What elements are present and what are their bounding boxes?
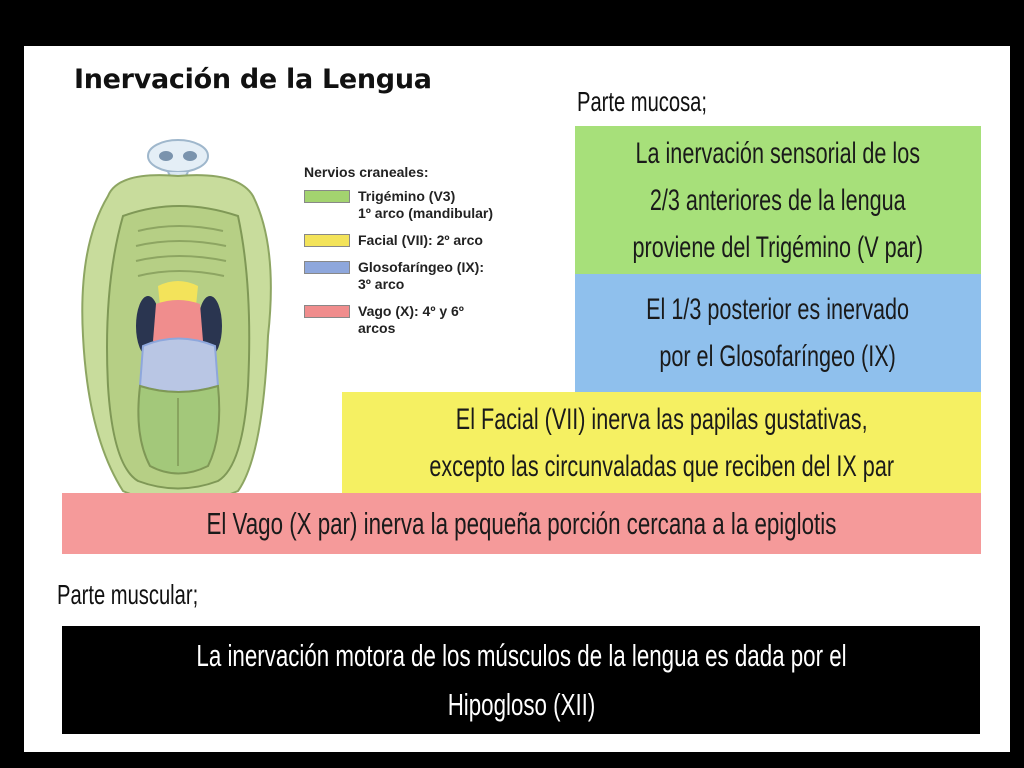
legend-title: Nervios craneales: [304,164,429,180]
facial-line-2: excepto las circunvaladas que reciben del IX par [429,449,894,483]
trigemino-line-2: 2/3 anteriores de la lengua [650,183,906,217]
trigemino-line-1: La inervación sensorial de los [635,136,921,170]
legend-item-trigemino [304,188,493,222]
facial-box [342,392,981,493]
legend-label: Facial (VII): 2º arco [358,232,483,248]
legend-label: Vago (X): 4º y 6º arcos [358,303,464,336]
legend-item-facial [304,232,493,249]
legend [304,164,493,347]
legend-label: Glosofaríngeo (IX): 3º arco [358,259,484,292]
slide-title: Inervación de la Lengua [74,64,432,95]
hipogloso-line-2: Hipogloso (XII) [447,687,595,722]
hipogloso-box [62,626,980,734]
legend-swatch [304,305,350,318]
tongue-illustration [78,136,318,516]
trigemino-box [575,126,981,274]
trigemino-line-3: proviene del Trigémino (V par) [632,230,924,264]
legend-swatch [304,190,350,203]
mucosa-heading: Parte mucosa; [577,86,707,117]
legend-label: Trigémino (V3) 1º arco (mandibular) [358,188,494,221]
facial-line-1: El Facial (VII) inerva las papilas gustativas, [455,402,868,436]
vago-line-1: El Vago (X par) inerva la pequeña porción cercana a la epiglotis [206,506,837,541]
hipogloso-line-1: La inervación motora de los músculos de la lengua es dada por el [195,638,847,673]
glosofaringeo-line-2: por el Glosofaríngeo (IX) [659,340,897,373]
glosofaringeo-box [575,274,981,392]
muscular-heading: Parte muscular; [57,579,199,610]
legend-swatch [304,234,350,247]
legend-item-vago [304,303,493,337]
glosofaringeo-line-1: El 1/3 posterior es inervado [646,293,910,326]
legend-swatch [304,261,350,274]
slide [24,46,1010,752]
vago-box [62,493,981,554]
legend-item-glosofaringeo [304,259,493,293]
